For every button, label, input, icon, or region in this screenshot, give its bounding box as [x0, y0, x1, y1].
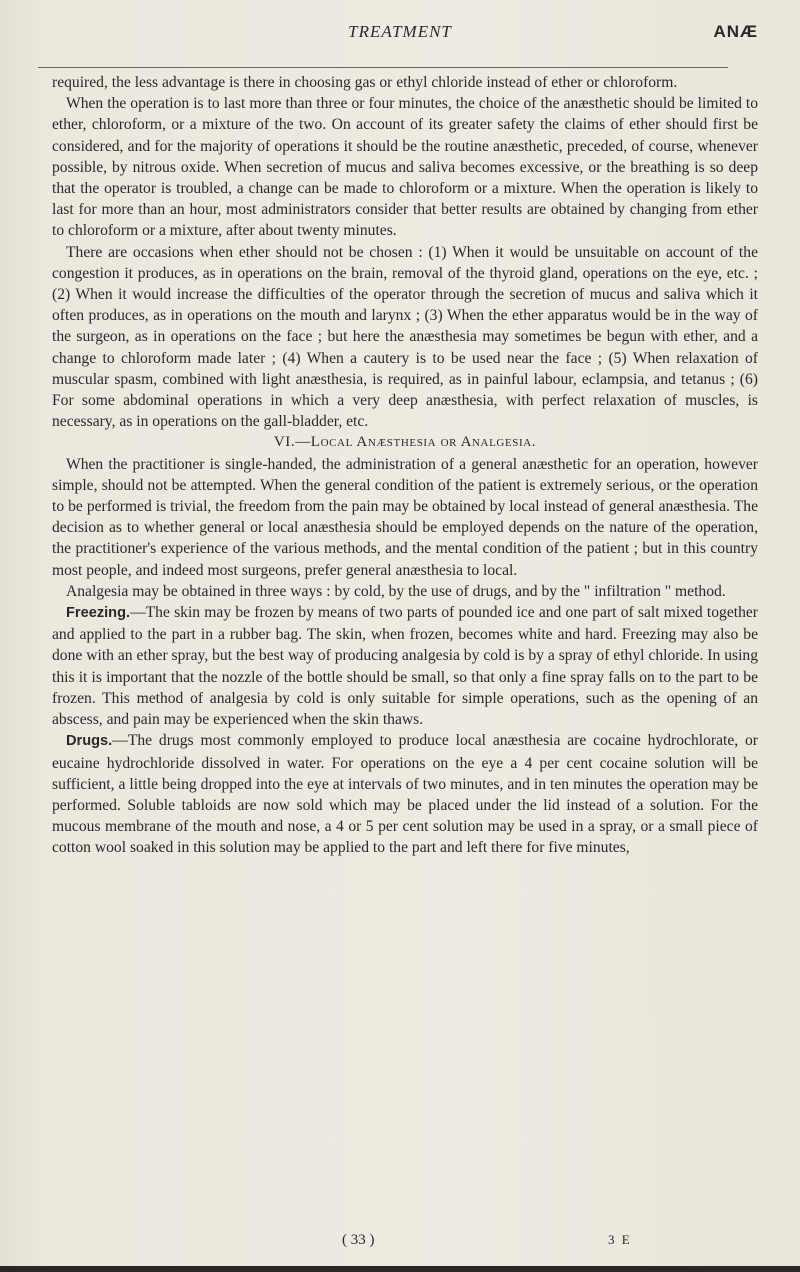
page-footer [52, 1232, 758, 1256]
page-header [40, 22, 760, 46]
paragraph: There are occasions when ether should not be chosen : (1) When it would be unsuitable on account of the congestion it produces, as in operations on the brain, removal of the thyroid gland, operations on the eye, etc. ; (2) When it would increase the difficulties of the operator through the secretion of mucus and saliva which it often produces, as in operations on the mouth and larynx ; (3) When the ether apparatus would be in the way of the surgeon, as in operations on the face ; but here the anæsthesia may sometimes be begun with ether, and a change to chloroform made later ; (4) When a cautery is to be used near the face ; (5) When relaxation of muscular spasm, combined with light anæsthesia, is required, as in painful labour, eclampsia, and tetanus ; (6) For some abdominal operations in which a very deep anæsthesia, with perfect relaxation of muscles, is necessary, as in operations on the gall-bladder, etc. [52, 243, 758, 431]
body-text [52, 72, 758, 859]
paragraph: Analgesia may be obtained in three ways : by cold, by the use of drugs, and by the " infiltration " method. [66, 582, 726, 600]
section-heading: VI.—Local Anæsthesia or Analgesia. [273, 434, 537, 451]
section-mark: ANÆ [713, 22, 758, 41]
drugs-run-in-heading: Drugs. [66, 733, 113, 750]
running-title: TREATMENT [348, 22, 452, 41]
drugs-paragraph [52, 730, 758, 858]
freezing-run-in-heading: Freezing. [66, 605, 131, 622]
page-number: ( 33 ) [342, 1232, 375, 1248]
page-bottom-edge [0, 1266, 800, 1272]
paragraph: When the practitioner is single-handed, the administration of a general anæsthetic for an operation, however simple, should not be attempted. When the general condition of the patient is extremely serious, or the operation to be performed is trivial, the freedom from the pain may be obtained by local instead of general anæsthesia. The decision as to whether general or local anæsthesia should be employed depends on the nature of the operation, the practitioner's experience of the various methods, and the mental condition of the patient ; but in this country most people, and indeed most surgeons, prefer general anæsthesia to local. [52, 455, 758, 579]
freezing-paragraph [52, 602, 758, 730]
paragraph: When the operation is to last more than three or four minutes, the choice of the anæsthetic should be limited to ether, chloroform, or a mixture of the two. On account of its greater safety the claims of ether should first be considered, and for the majority of operations it should be the routine anæsthetic, preceded, of course, whenever possible, by nitrous oxide. When secretion of mucus and saliva becomes excessive, or the breathing is so deep that the operator is troubled, a change can be made to chloroform or a mixture. When the operation is likely to last for more than an hour, most administrators consider that better results are obtained by changing from ether to chloroform or a mixture, after about twenty minutes. [52, 95, 758, 240]
signature-mark: 3 E [608, 1232, 632, 1247]
freezing-text: —The skin may be frozen by means of two parts of pounded ice and one part of salt mixed together and applied to the part in a rubber bag. The skin, when frozen, becomes white and hard. Freezing may also be done with an ether spray, but the best way of producing analgesia by cold is by a spray of ethyl chloride. In using this it is important that the nozzle of the bottle should be small, so that only a fine spray falls on to the part to be frozen. This method of analgesia by cold is only suitable for simple operations, such as the opening of an abscess, and pain may be experienced when the skin thaws. [52, 604, 758, 729]
header-rule [38, 67, 728, 68]
drugs-text: —The drugs most commonly employed to produce local anæsthesia are cocaine hydrochlorate, or eucaine hydrochloride dissolved in water. For operations on the eye a 4 per cent cocaine solution will be sufficient, a little being dropped into the eye at intervals of two minutes, and in ten minutes the operation may be performed. Soluble tabloids are now sold which may be placed under the lid instead of a solution. For the mucous membrane of the mouth and nose, a 4 or 5 per cent solution may be used in a spray, or a small piece of cotton wool soaked in this solution may be applied to the part and left there for five minutes, [52, 732, 758, 857]
paragraph: required, the less advantage is there in choosing gas or ethyl chloride instead of ether or chloroform. [52, 74, 678, 91]
